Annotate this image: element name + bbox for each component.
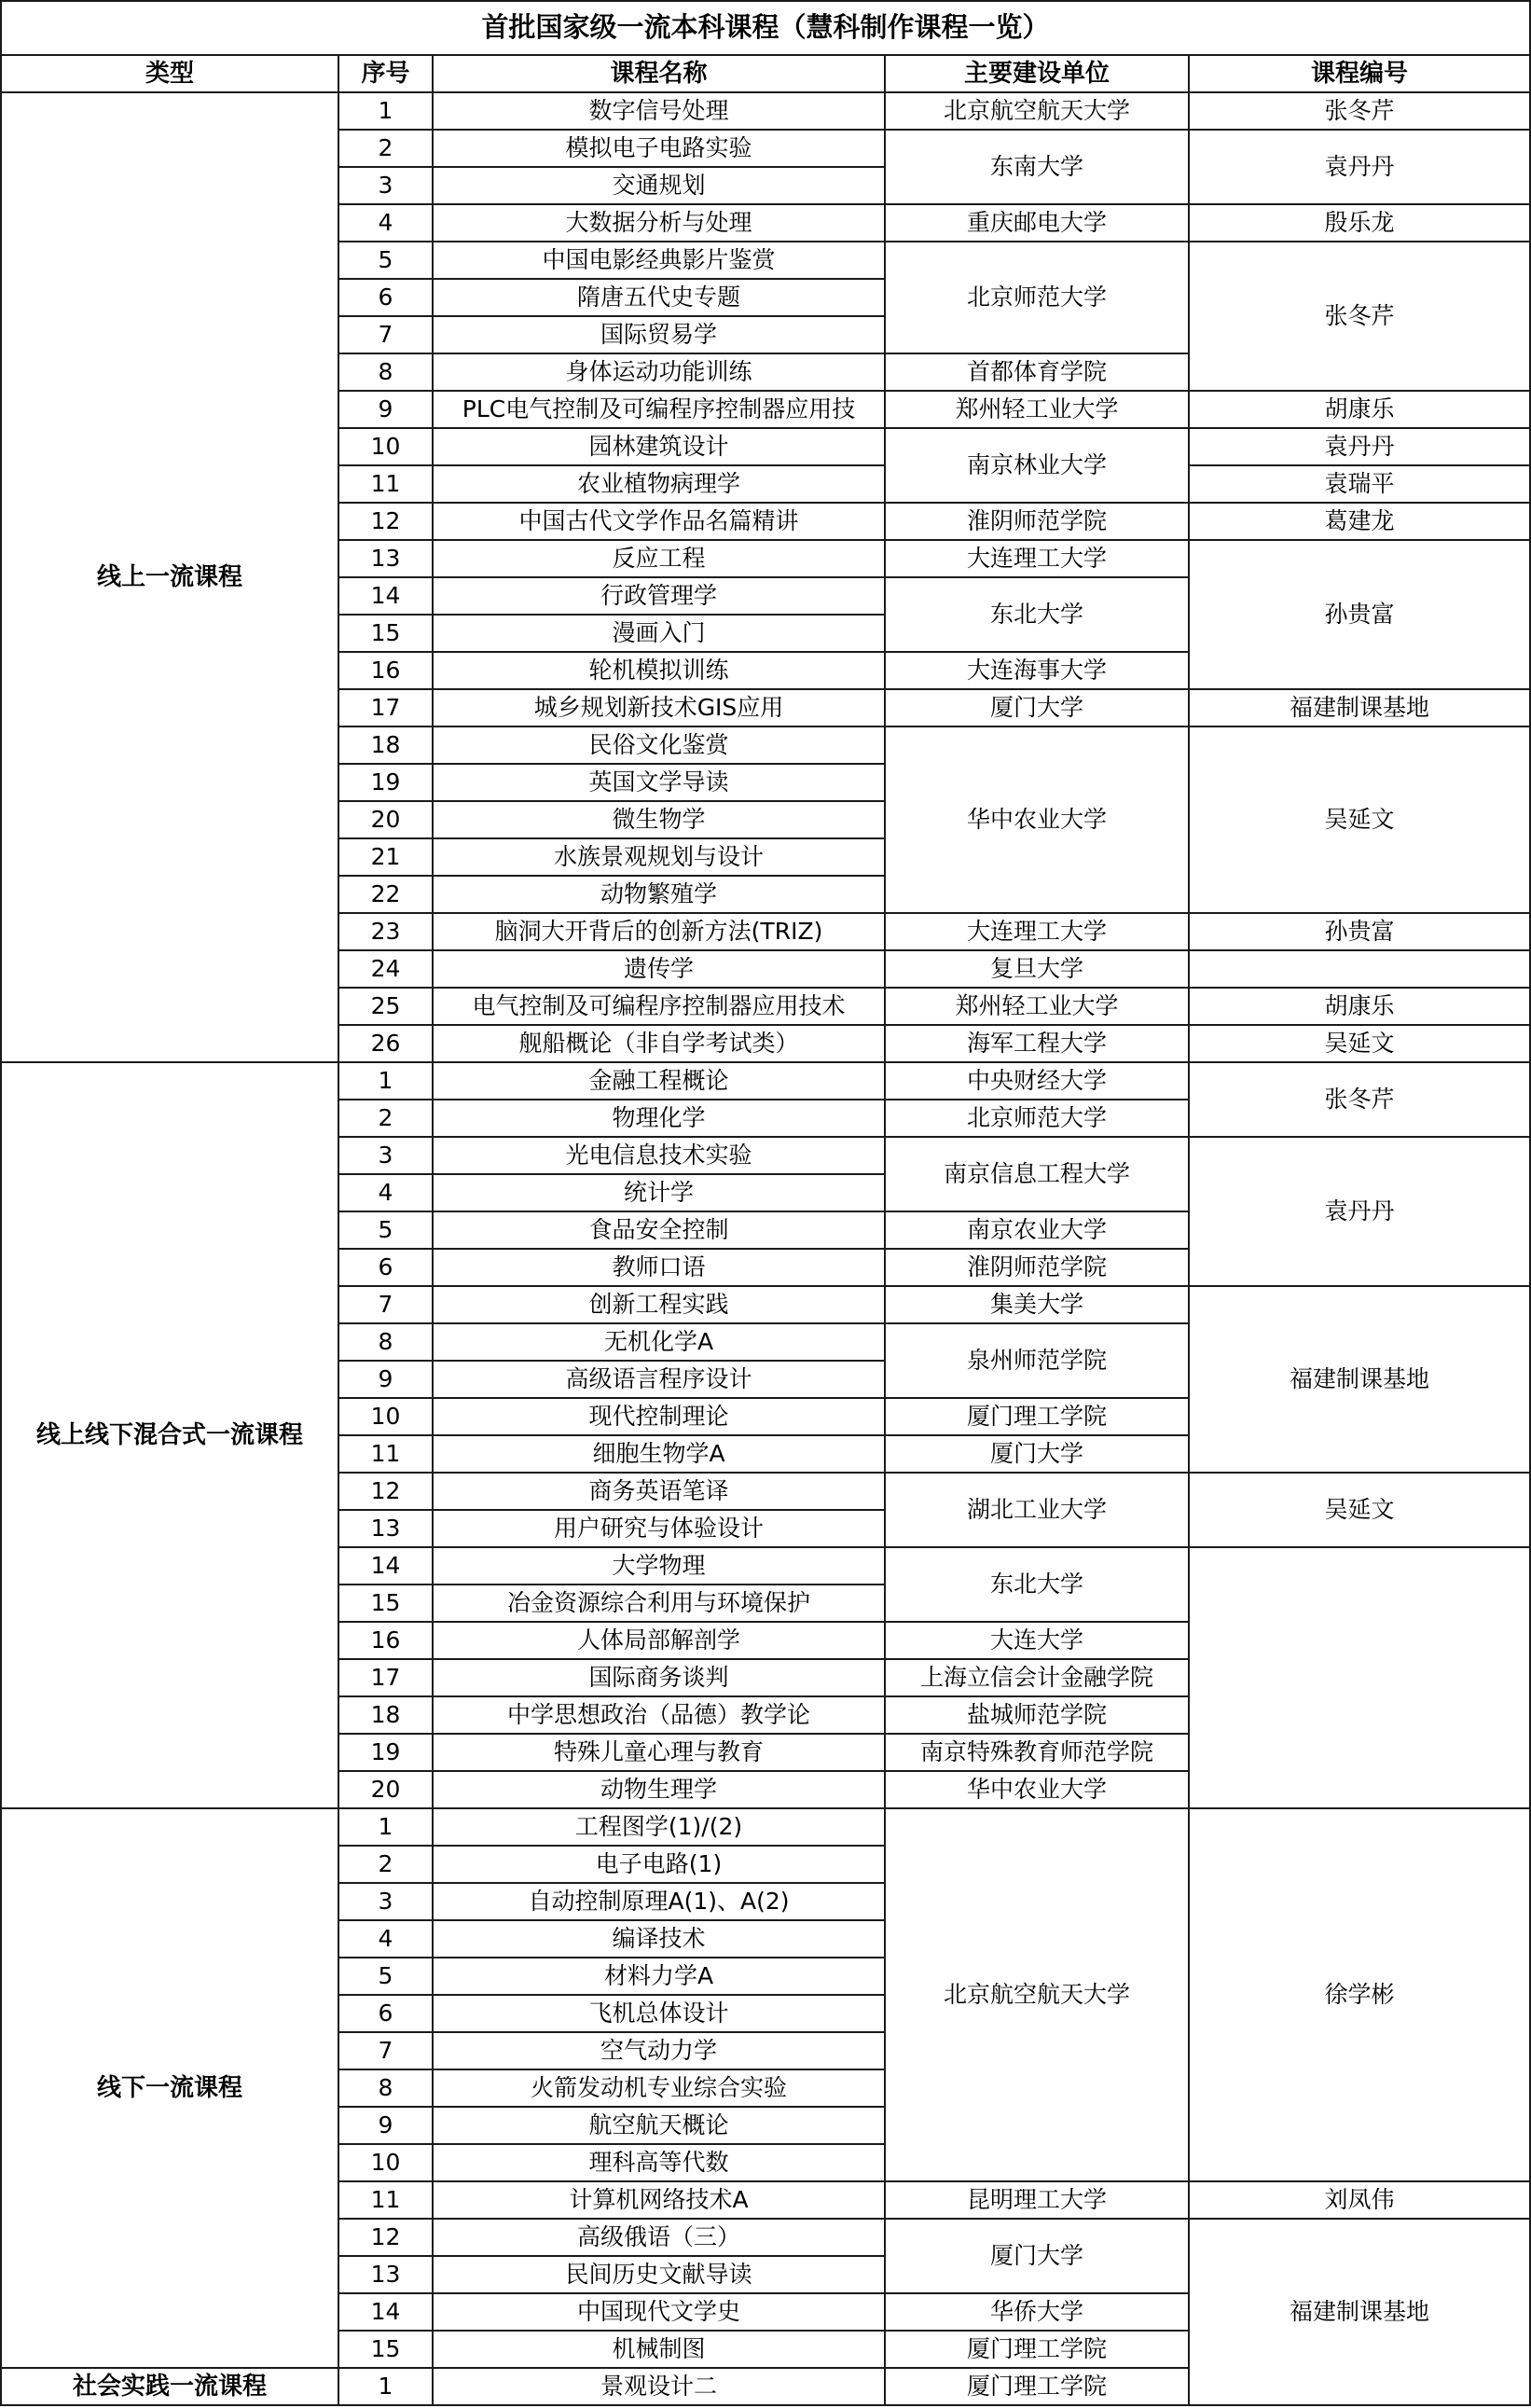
unit-cell: 大连海事大学 [886, 653, 1190, 690]
course-name: 交通规划 [434, 168, 886, 205]
course-name: 城乡规划新技术GIS应用 [434, 690, 886, 727]
row-index: 5 [339, 1958, 434, 1996]
unit-cell: 复旦大学 [886, 951, 1190, 989]
course-name: 水族景观规划与设计 [434, 839, 886, 877]
course-name: 金融工程概论 [434, 1063, 886, 1100]
row-index: 26 [339, 1026, 434, 1063]
course-name: 电子电路(1) [434, 1847, 886, 1884]
row-index: 5 [339, 1212, 434, 1250]
category-cell: 线下一流课程 [0, 1809, 339, 2369]
row-index: 6 [339, 280, 434, 317]
row-index: 12 [339, 2220, 434, 2257]
unit-cell: 首都体育学院 [886, 354, 1190, 392]
row-index: 1 [339, 1809, 434, 1847]
row-index: 9 [339, 392, 434, 429]
header-course-name: 课程名称 [434, 56, 886, 93]
course-name: 无机化学A [434, 1324, 886, 1362]
header-code: 课程编号 [1190, 56, 1531, 93]
unit-cell: 东北大学 [886, 578, 1190, 653]
course-name: 电气控制及可编程序控制器应用技术 [434, 989, 886, 1026]
unit-cell: 北京航空航天大学 [886, 1809, 1190, 2182]
code-cell: 张冬芹 [1190, 1063, 1531, 1138]
course-name: 计算机网络技术A [434, 2182, 886, 2220]
unit-cell: 昆明理工大学 [886, 2182, 1190, 2220]
course-name: 中国古代文学作品名篇精讲 [434, 504, 886, 541]
course-name: 行政管理学 [434, 578, 886, 616]
course-name: 英国文学导读 [434, 765, 886, 802]
table-title: 首批国家级一流本科课程（慧科制作课程一览） [0, 0, 1531, 56]
row-index: 11 [339, 466, 434, 504]
course-name: 漫画入门 [434, 616, 886, 653]
code-cell: 福建制课基地 [1190, 1287, 1531, 1474]
course-name: 自动控制原理A(1)、A(2) [434, 1884, 886, 1921]
course-name: 编译技术 [434, 1921, 886, 1958]
unit-cell: 湖北工业大学 [886, 1474, 1190, 1548]
row-index: 24 [339, 951, 434, 989]
code-cell: 殷乐龙 [1190, 205, 1531, 242]
row-index: 8 [339, 354, 434, 392]
course-name: 民俗文化鉴赏 [434, 727, 886, 765]
row-index: 14 [339, 578, 434, 616]
course-name: 高级俄语（三） [434, 2220, 886, 2257]
code-cell: 葛建龙 [1190, 504, 1531, 541]
course-name: 反应工程 [434, 541, 886, 578]
row-index: 6 [339, 1996, 434, 2033]
course-name: 空气动力学 [434, 2033, 886, 2070]
code-cell: 福建制课基地 [1190, 2220, 1531, 2406]
course-name: PLC电气控制及可编程序控制器应用技 [434, 392, 886, 429]
course-name: 动物生理学 [434, 1772, 886, 1809]
unit-cell: 盐城师范学院 [886, 1697, 1190, 1735]
course-name: 微生物学 [434, 802, 886, 839]
course-name: 人体局部解剖学 [434, 1623, 886, 1660]
code-cell: 袁丹丹 [1190, 131, 1531, 205]
code-cell: 孙贵富 [1190, 914, 1531, 951]
code-cell: 吴延文 [1190, 1026, 1531, 1063]
course-name: 动物繁殖学 [434, 877, 886, 914]
unit-cell: 郑州轻工业大学 [886, 392, 1190, 429]
course-name: 航空航天概论 [434, 2108, 886, 2145]
unit-cell: 上海立信会计金融学院 [886, 1660, 1190, 1697]
course-name: 中学思想政治（品德）教学论 [434, 1697, 886, 1735]
unit-cell: 大连理工大学 [886, 914, 1190, 951]
row-index: 2 [339, 1847, 434, 1884]
header-index: 序号 [339, 56, 434, 93]
unit-cell: 华中农业大学 [886, 727, 1190, 914]
unit-cell: 厦门理工学院 [886, 1399, 1190, 1436]
row-index: 16 [339, 1623, 434, 1660]
course-name: 大学物理 [434, 1548, 886, 1585]
course-name: 高级语言程序设计 [434, 1362, 886, 1399]
course-name: 舰船概论（非自学考试类） [434, 1026, 886, 1063]
course-name: 机械制图 [434, 2332, 886, 2369]
unit-cell: 厦门理工学院 [886, 2369, 1190, 2406]
unit-cell: 厦门大学 [886, 2220, 1190, 2294]
unit-cell: 重庆邮电大学 [886, 205, 1190, 242]
header-unit: 主要建设单位 [886, 56, 1190, 93]
row-index: 4 [339, 1175, 434, 1212]
row-index: 8 [339, 1324, 434, 1362]
unit-cell: 东南大学 [886, 131, 1190, 205]
unit-cell: 北京师范大学 [886, 1100, 1190, 1138]
row-index: 10 [339, 2145, 434, 2182]
course-name: 光电信息技术实验 [434, 1138, 886, 1175]
course-name: 食品安全控制 [434, 1212, 886, 1250]
unit-cell: 淮阴师范学院 [886, 1250, 1190, 1287]
code-cell: 袁丹丹 [1190, 429, 1531, 466]
course-name: 理科高等代数 [434, 2145, 886, 2182]
row-index: 1 [339, 93, 434, 131]
course-name: 遗传学 [434, 951, 886, 989]
unit-cell: 集美大学 [886, 1287, 1190, 1324]
row-index: 4 [339, 1921, 434, 1958]
code-cell: 袁丹丹 [1190, 1138, 1531, 1287]
unit-cell: 华侨大学 [886, 2294, 1190, 2332]
unit-cell: 北京航空航天大学 [886, 93, 1190, 131]
row-index: 17 [339, 1660, 434, 1697]
unit-cell: 厦门大学 [886, 690, 1190, 727]
unit-cell: 华中农业大学 [886, 1772, 1190, 1809]
row-index: 8 [339, 2070, 434, 2108]
row-index: 10 [339, 1399, 434, 1436]
code-cell [1190, 951, 1531, 989]
code-cell: 孙贵富 [1190, 541, 1531, 690]
row-index: 5 [339, 242, 434, 280]
row-index: 25 [339, 989, 434, 1026]
row-index: 15 [339, 2332, 434, 2369]
code-cell: 刘凤伟 [1190, 2182, 1531, 2220]
row-index: 18 [339, 1697, 434, 1735]
row-index: 20 [339, 1772, 434, 1809]
row-index: 2 [339, 1100, 434, 1138]
row-index: 11 [339, 1436, 434, 1474]
unit-cell: 东北大学 [886, 1548, 1190, 1623]
row-index: 12 [339, 504, 434, 541]
row-index: 3 [339, 1884, 434, 1921]
row-index: 16 [339, 653, 434, 690]
row-index: 15 [339, 1585, 434, 1623]
unit-cell: 淮阴师范学院 [886, 504, 1190, 541]
course-name: 统计学 [434, 1175, 886, 1212]
course-name: 工程图学(1)/(2) [434, 1809, 886, 1847]
unit-cell: 泉州师范学院 [886, 1324, 1190, 1399]
unit-cell: 郑州轻工业大学 [886, 989, 1190, 1026]
unit-cell: 厦门理工学院 [886, 2332, 1190, 2369]
unit-cell: 中央财经大学 [886, 1063, 1190, 1100]
course-name: 大数据分析与处理 [434, 205, 886, 242]
row-index: 7 [339, 317, 434, 354]
unit-cell: 南京农业大学 [886, 1212, 1190, 1250]
course-name: 模拟电子电路实验 [434, 131, 886, 168]
code-cell: 张冬芹 [1190, 93, 1531, 131]
row-index: 17 [339, 690, 434, 727]
course-name: 中国电影经典影片鉴赏 [434, 242, 886, 280]
unit-cell: 大连理工大学 [886, 541, 1190, 578]
course-name: 身体运动功能训练 [434, 354, 886, 392]
course-name: 现代控制理论 [434, 1399, 886, 1436]
course-name: 景观设计二 [434, 2369, 886, 2406]
row-index: 2 [339, 131, 434, 168]
row-index: 13 [339, 1511, 434, 1548]
header-type: 类型 [0, 56, 339, 93]
code-cell: 吴延文 [1190, 727, 1531, 914]
course-name: 农业植物病理学 [434, 466, 886, 504]
course-name: 火箭发动机专业综合实验 [434, 2070, 886, 2108]
row-index: 20 [339, 802, 434, 839]
unit-cell: 南京特殊教育师范学院 [886, 1735, 1190, 1772]
course-name: 用户研究与体验设计 [434, 1511, 886, 1548]
row-index: 22 [339, 877, 434, 914]
row-index: 11 [339, 2182, 434, 2220]
row-index: 3 [339, 168, 434, 205]
code-cell: 张冬芹 [1190, 242, 1531, 392]
code-cell: 福建制课基地 [1190, 690, 1531, 727]
course-name: 国际商务谈判 [434, 1660, 886, 1697]
row-index: 12 [339, 1474, 434, 1511]
course-name: 轮机模拟训练 [434, 653, 886, 690]
row-index: 10 [339, 429, 434, 466]
course-name: 细胞生物学A [434, 1436, 886, 1474]
category-cell: 社会实践一流课程 [0, 2369, 339, 2406]
row-index: 18 [339, 727, 434, 765]
row-index: 19 [339, 765, 434, 802]
row-index: 4 [339, 205, 434, 242]
row-index: 9 [339, 2108, 434, 2145]
category-cell: 线上一流课程 [0, 93, 339, 1063]
unit-cell: 南京信息工程大学 [886, 1138, 1190, 1212]
row-index: 14 [339, 1548, 434, 1585]
code-cell: 胡康乐 [1190, 989, 1531, 1026]
code-cell: 徐学彬 [1190, 1809, 1531, 2182]
row-index: 1 [339, 1063, 434, 1100]
unit-cell: 北京师范大学 [886, 242, 1190, 354]
code-cell: 胡康乐 [1190, 392, 1531, 429]
code-cell: 吴延文 [1190, 1474, 1531, 1548]
code-cell [1190, 1548, 1531, 1809]
course-name: 商务英语笔译 [434, 1474, 886, 1511]
row-index: 13 [339, 2257, 434, 2294]
row-index: 9 [339, 1362, 434, 1399]
course-name: 飞机总体设计 [434, 1996, 886, 2033]
unit-cell: 大连大学 [886, 1623, 1190, 1660]
row-index: 6 [339, 1250, 434, 1287]
unit-cell: 海军工程大学 [886, 1026, 1190, 1063]
course-name: 冶金资源综合利用与环境保护 [434, 1585, 886, 1623]
row-index: 23 [339, 914, 434, 951]
course-name: 创新工程实践 [434, 1287, 886, 1324]
row-index: 13 [339, 541, 434, 578]
row-index: 3 [339, 1138, 434, 1175]
row-index: 7 [339, 1287, 434, 1324]
course-name: 材料力学A [434, 1958, 886, 1996]
course-name: 园林建筑设计 [434, 429, 886, 466]
row-index: 1 [339, 2369, 434, 2406]
unit-cell: 南京林业大学 [886, 429, 1190, 504]
row-index: 14 [339, 2294, 434, 2332]
row-index: 7 [339, 2033, 434, 2070]
code-cell: 袁瑞平 [1190, 466, 1531, 504]
course-name: 隋唐五代史专题 [434, 280, 886, 317]
row-index: 15 [339, 616, 434, 653]
course-name: 国际贸易学 [434, 317, 886, 354]
course-name: 物理化学 [434, 1100, 886, 1138]
course-name: 中国现代文学史 [434, 2294, 886, 2332]
course-name: 教师口语 [434, 1250, 886, 1287]
row-index: 19 [339, 1735, 434, 1772]
course-name: 数字信号处理 [434, 93, 886, 131]
category-cell: 线上线下混合式一流课程 [0, 1063, 339, 1809]
course-name: 民间历史文献导读 [434, 2257, 886, 2294]
unit-cell: 厦门大学 [886, 1436, 1190, 1474]
row-index: 21 [339, 839, 434, 877]
course-name: 脑洞大开背后的创新方法(TRIZ) [434, 914, 886, 951]
course-name: 特殊儿童心理与教育 [434, 1735, 886, 1772]
